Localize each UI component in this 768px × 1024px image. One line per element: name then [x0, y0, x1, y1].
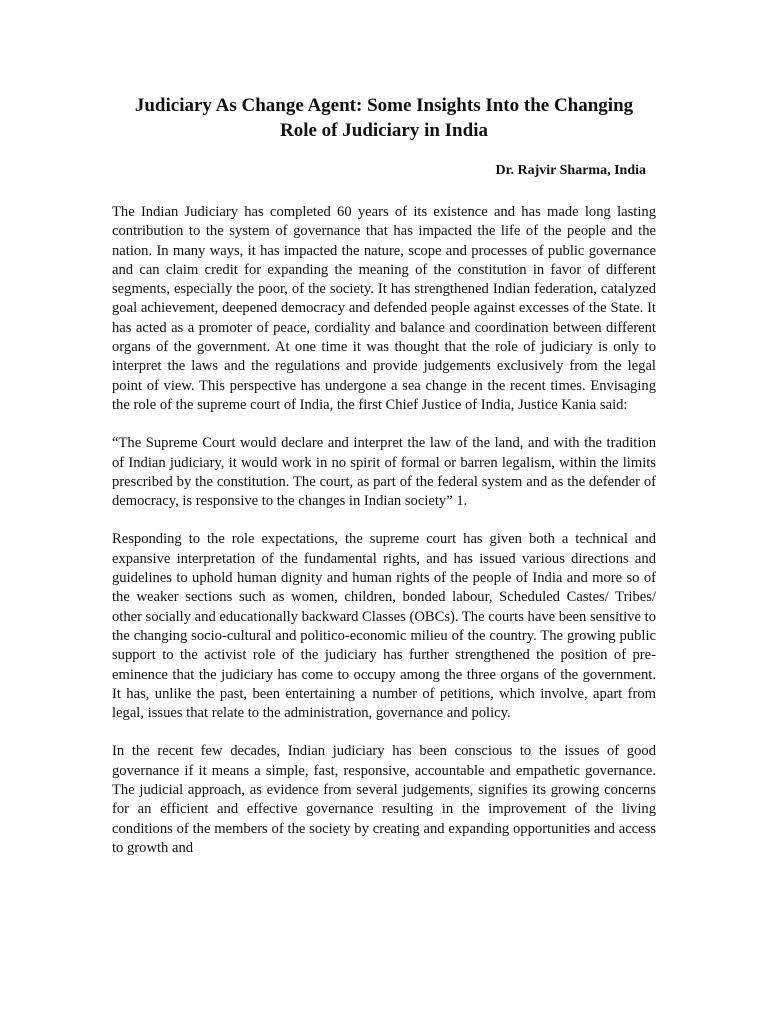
paragraph-4: In the recent few decades, Indian judiciary has been conscious to the issues of good governance if it means a simple, fast, responsive, accountable and empathetic governance. The judicial approach, as evidence from several judgements, signifies its growing concerns for an efficient and effective governance resulting in the improvement of the living conditions of the members of the society by creating and expanding opportunities and access to growth and	[112, 743, 656, 856]
author-line: Dr. Rajvir Sharma, India	[495, 163, 646, 178]
paragraph-quote: “The Supreme Court would declare and interpret the law of the land, and with the tradition of Indian judiciary, it would work in no spirit of formal or barren legalism, within the limits prescribed by the constitution. The court, as part of the federal system and as the defender of democracy, is responsive to the changes in Indian society” 1.	[112, 435, 656, 510]
document-page	[112, 93, 656, 858]
document-title: Judiciary As Change Agent: Some Insights Into the Changing Role of Judiciary in India	[134, 95, 634, 141]
paragraph-1: The Indian Judiciary has completed 60 years of its existence and has made long lasting contribution to the system of governance that has impacted the life of the people and the nation. In many ways, it has impacted the nature, scope and processes of public governance and can claim credit for expanding the meaning of the constitution in favor of different segments, especially the poor, of the society. It has strengthened Indian federation, catalyzed goal achievement, deepened democracy and defended people against excesses of the State. It has acted as a promoter of peace, cordiality and balance and coordination between different organs of the government. At one time it was thought that the role of judiciary is only to interpret the laws and the regulations and provide judgements exclusively from the legal point of view. This perspective has undergone a sea change in the recent times. Envisaging the role of the supreme court of India, the first Chief Justice of India, Justice Kania said:	[112, 204, 656, 413]
paragraph-3: Responding to the role expectations, the supreme court has given both a technical and expansive interpretation of the fundamental rights, and has issued various directions and guidelines to uphold human dignity and human rights of the people of India and more so of the weaker sections such as women, children, bonded labour, Scheduled Castes/ Tribes/ other socially and educationally backward Classes (OBCs). The courts have been sensitive to the changing socio-cultural and politico-economic milieu of the country. The growing public support to the activist role of the judiciary has further strengthened the position of pre-eminence that the judiciary has come to occupy among the three organs of the government. It has, unlike the past, been entertaining a number of petitions, which involve, apart from legal, issues that relate to the administration, governance and policy.	[112, 531, 657, 722]
